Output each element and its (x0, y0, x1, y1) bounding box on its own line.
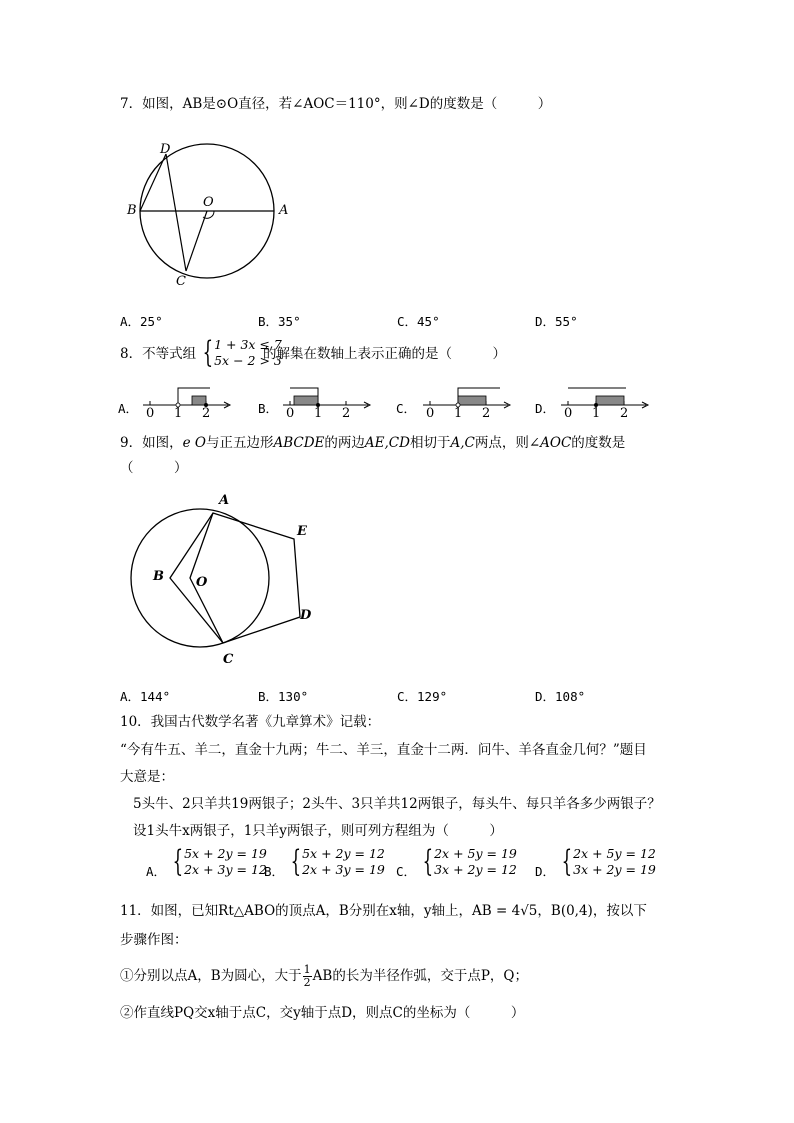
q9-text-c: 的两边 (324, 435, 365, 451)
q10-option-a-system[interactable] (164, 846, 267, 878)
q9-label-O: O (196, 575, 208, 590)
q8-a-tick-1: 1 (174, 406, 183, 421)
q10-stem-line5: 设1头牛x两银子，1只羊y两银子，则可列方程组为（ ） (133, 823, 503, 839)
q7-stem: 7．如图，AB是⊙O直径，若∠AOC＝110°，则∠D的度数是（ ） (120, 96, 552, 112)
q10-c-eq2: 3x + 2y = 12 (434, 862, 517, 877)
q8-d-tick-0: 0 (564, 406, 573, 421)
q9-pentagon-name: ABCDE (273, 435, 325, 451)
q11-fraction (303, 964, 312, 989)
q9-text-f: 的度数是 (571, 435, 626, 451)
q10-c-eq1: 2x + 5y = 19 (434, 846, 517, 861)
q11-step1 (120, 964, 528, 989)
q8-b-tick-0: 0 (286, 406, 295, 421)
q7-label-D: D (160, 142, 171, 157)
q9-label-E: E (297, 524, 307, 539)
q11-stem-line1: 11．如图，已知Rt△ABO的顶点A，B分别在x轴，y轴上，AB = 4√5，B(0,4)，按以下 (120, 903, 647, 919)
q9-option-c[interactable]: C．129° (397, 689, 448, 704)
q7-label-C: C (176, 274, 186, 289)
q9-text-e: 两点，则∠ (474, 435, 541, 451)
q9-label-D: D (300, 608, 312, 623)
q8-d-tick-2: 2 (620, 406, 629, 421)
q10-c-brace: { (422, 844, 434, 879)
q8-c-tick-0: 0 (426, 406, 435, 421)
q8-option-d-letter[interactable]: D． (535, 401, 556, 416)
q11-frac-den: 2 (303, 976, 311, 989)
q8-d-tick-1: 1 (592, 406, 601, 421)
q10-option-d-system[interactable] (553, 846, 656, 878)
q11-stem-line2: 步骤作图： (120, 932, 188, 948)
q10-option-b-letter[interactable]: B． (264, 864, 285, 879)
q8-b-tick-2: 2 (342, 406, 351, 421)
q7-option-a[interactable]: A．25° (120, 314, 163, 329)
q7-option-d[interactable]: D．55° (535, 314, 578, 329)
q9-text-b: 与正五边形 (205, 435, 274, 451)
q8-c-tick-2: 2 (482, 406, 491, 421)
q9-label-A: A (219, 493, 230, 508)
q9-circle-symbol: e O (182, 435, 206, 451)
q7-option-b[interactable]: B．35° (258, 314, 301, 329)
q9-option-b[interactable]: B．130° (258, 689, 309, 704)
q10-b-eq2: 2x + 3y = 19 (302, 862, 385, 877)
q8-c-tick-1: 1 (454, 406, 463, 421)
q9-text-d: 相切于 (409, 435, 451, 451)
q10-d-eq1: 2x + 5y = 12 (573, 846, 656, 861)
q10-option-c-system[interactable] (414, 846, 517, 878)
q9-label-B: B (153, 569, 164, 584)
q10-a-brace: { (172, 844, 184, 879)
q10-a-eq2: 2x + 3y = 12 (184, 862, 267, 877)
q10-option-c-letter[interactable]: C． (396, 864, 417, 879)
q8-ineq-2: 5x − 2 > 3 (214, 353, 282, 368)
q8-suffix: 的解集在数轴上表示正确的是（ ） (263, 346, 506, 362)
q10-a-eq1: 5x + 2y = 19 (184, 846, 267, 861)
q7-label-A: A (279, 203, 289, 218)
q9-label-C: C (223, 652, 234, 667)
q8-option-a-letter[interactable]: A． (118, 401, 139, 416)
q9-points: A,C (450, 435, 475, 451)
q9-stem-line2: （ ） (120, 460, 188, 476)
q7-label-B: B (127, 203, 137, 218)
q9-angle: AOC (540, 435, 572, 451)
q8-option-c-letter[interactable]: C． (396, 401, 417, 416)
q9-option-d[interactable]: D．108° (535, 689, 586, 704)
q8-prefix: 8．不等式组 (120, 346, 197, 362)
q9-sides: AE,CD (364, 435, 410, 451)
q8-a-tick-2: 2 (202, 406, 211, 421)
q10-option-a-letter[interactable]: A． (146, 864, 167, 879)
q10-option-d-letter[interactable]: D． (535, 864, 556, 879)
q11-step2: ②作直线PQ交x轴于点C，交y轴于点D，则点C的坐标为（ ） (120, 1005, 525, 1021)
q10-stem-line4: 5头牛、2只羊共19两银子；2头牛、3只羊共12两银子，每头牛、每只羊各多少两银子？ (133, 796, 661, 812)
q8-brace: { (202, 335, 214, 370)
q10-d-eq2: 3x + 2y = 19 (573, 862, 656, 877)
q10-option-b-system[interactable] (282, 846, 385, 878)
q8-a-tick-0: 0 (146, 406, 155, 421)
q10-b-brace: { (290, 844, 302, 879)
q7-label-O: O (203, 195, 214, 210)
q11-frac-num: 1 (303, 963, 311, 976)
q10-stem-line2: “今有牛五、羊二，直金十九两；牛二、羊三，直金十二两．问牛、羊各直金几何？”题目 (120, 742, 647, 758)
q8-b-tick-1: 1 (314, 406, 323, 421)
q10-stem-line3: 大意是： (120, 769, 174, 785)
q8-option-b-letter[interactable]: B． (258, 401, 279, 416)
q11-step1-b: AB的长为半径作弧，交于点P，Q； (312, 967, 528, 984)
q10-b-eq1: 5x + 2y = 12 (302, 846, 385, 861)
q9-text-a: 9．如图， (120, 435, 183, 451)
q10-d-brace: { (561, 844, 573, 879)
q7-option-c[interactable]: C．45° (397, 314, 440, 329)
q10-stem-line1: 10．我国古代数学名著《九章算术》记载： (120, 714, 381, 730)
q8-ineq-1: 1 + 3x ≤ 7 (214, 337, 282, 352)
q9-option-a[interactable]: A．144° (120, 689, 171, 704)
q11-step1-a: ①分别以点A，B为圆心，大于 (120, 967, 302, 984)
